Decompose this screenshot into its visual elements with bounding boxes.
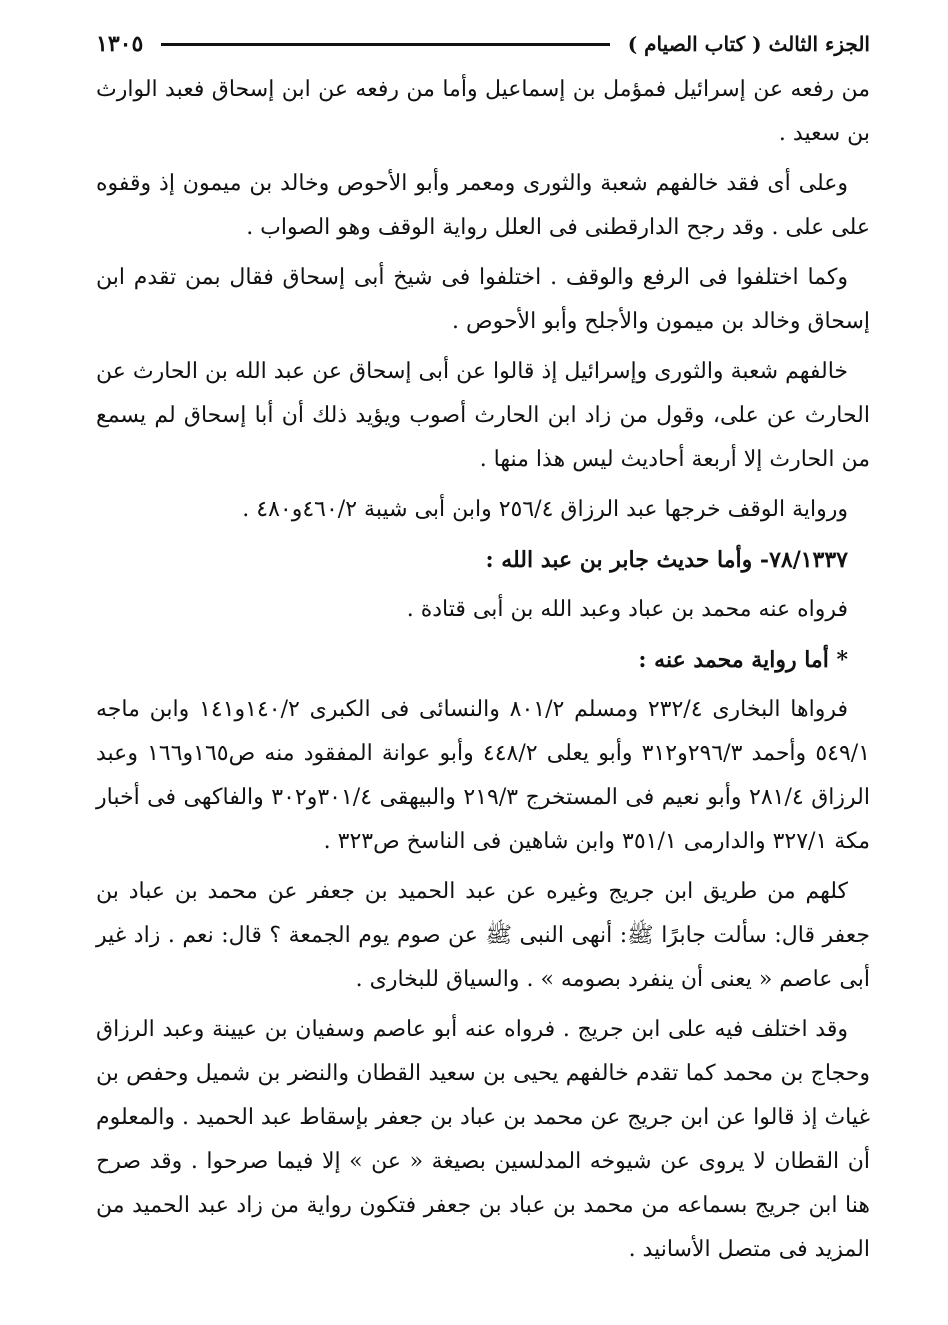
- paragraph-3: وكما اختلفوا فى الرفع والوقف . اختلفوا فى شيخ أبى إسحاق فقال بمن تقدم ابن إسحاق وخالد بن ميمون والأجلح وأبو الأحوص .: [96, 265, 870, 334]
- paragraph-1: من رفعه عن إسرائيل فمؤمل بن إسماعيل وأما من رفعه عن ابن إسحاق فعبد الوارث بن سعيد .: [96, 77, 870, 146]
- page-number: ١٣٠٥: [96, 31, 144, 57]
- section-heading-jabir: ٧٨/١٣٣٧- وأما حديث جابر بن عبد الله :: [485, 547, 848, 573]
- running-header: [96, 26, 870, 62]
- paragraph-4: خالفهم شعبة والثورى وإسرائيل إذ قالوا عن أبى إسحاق عن عبد الله بن الحارث عن الحارث عن على، وقول من زاد ابن الحارث أصوب ويؤيد ذلك أن أبا إسحاق لم يسمع من الحارث إلا أربعة أحاديث ليس هذا منها .: [96, 359, 870, 472]
- paragraph-5: ورواية الوقف خرجها عبد الرزاق ٢٥٦/٤ وابن أبى شيبة ٤٦٠/٢و٤٨٠ .: [242, 497, 848, 522]
- paragraph-6: فرواه عنه محمد بن عباد وعبد الله بن أبى قتادة .: [406, 597, 848, 622]
- paragraph-2: وعلى أى فقد خالفهم شعبة والثورى ومعمر وأبو الأحوص وخالد بن ميمون إذ وقفوه على على . وقد رجح الدارقطنى فى العلل رواية الوقف وهو الصواب .: [96, 171, 870, 240]
- paragraph-7: فرواها البخارى ٢٣٢/٤ ومسلم ٨٠١/٢ والنسائى فى الكبرى ١٤٠/٢و١٤١ وابن ماجه ٥٤٩/١ وأحمد ٢٩٦/٣و٣١٢ وأبو يعلى ٤٤٨/٢ وأبو عوانة المفقود منه ص١٦٥و١٦٦ وعبد الرزاق ٢٨١/٤ وأبو نعيم فى المستخرج ٢١٩/٣ والبيهقى ٣٠١/٤و٣٠٢ والفاكهى فى أخبار مكة ٣٢٧/١ والدارمى ٣٥١/١ وابن شاهين فى الناسخ ص٣٢٣ .: [96, 697, 871, 854]
- paragraph-8: كلهم من طريق ابن جريج وغيره عن عبد الحميد بن جعفر عن محمد بن عباد بن جعفر قال: سألت جابرًا ﷺ: أنهى النبى ﷺ عن صوم يوم الجمعة ؟ قال: نعم . زاد غير أبى عاصم « يعنى أن ينفرد بصومه » . والسياق للبخارى .: [96, 879, 870, 992]
- subsection-heading-muhammad: * أما رواية محمد عنه :: [638, 647, 848, 673]
- running-title: الجزء الثالث ( كتاب الصيام ): [627, 32, 870, 56]
- body-text: [96, 68, 870, 1272]
- header-rule: [161, 43, 609, 46]
- paragraph-9: وقد اختلف فيه على ابن جريج . فرواه عنه أبو عاصم وسفيان بن عيينة وعبد الرزاق وحجاج بن محمد كما تقدم خالفهم يحيى بن سعيد القطان والنضر بن شميل وحفص بن غياث إذ قالوا عن ابن جريج عن محمد بن عباد بن جعفر بإسقاط عبد الحميد . والمعلوم أن القطان لا يروى عن شيوخه المدلسين بصيغة « عن » إلا فيما صرحوا . وقد صرح هنا ابن جريج بسماعه من محمد بن عباد بن جعفر فتكون رواية من زاد عبد الحميد من المزيد فى متصل الأسانيد .: [96, 1017, 870, 1262]
